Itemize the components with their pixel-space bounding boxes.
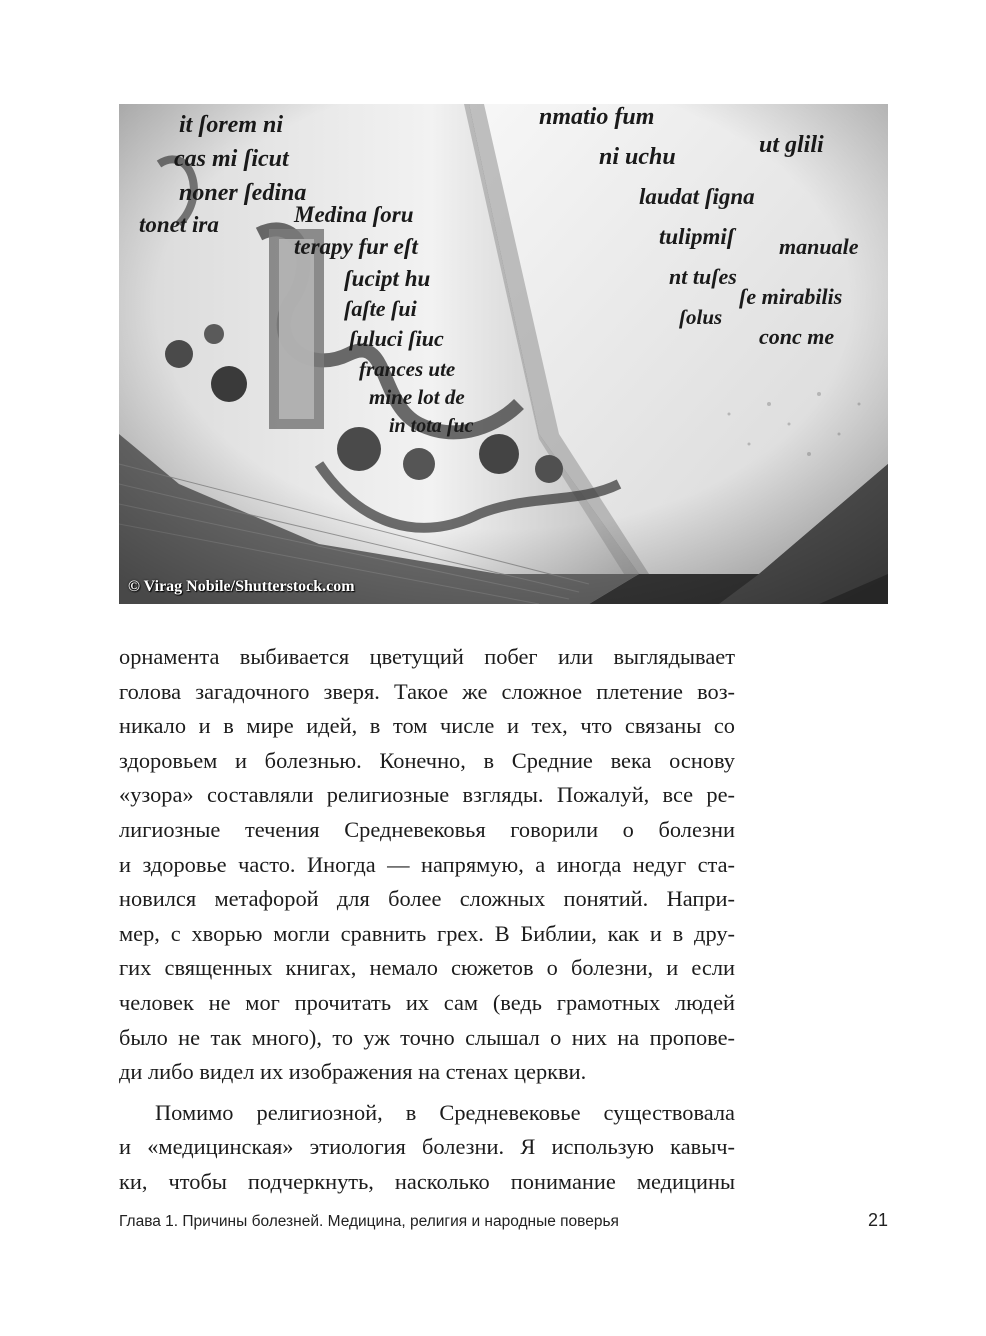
text-line: «узора» составляли религиозные взгляды. Пожалуй, все ре- [119, 782, 735, 808]
text-line: и «медицинская» этиология болезни. Я использую кавыч- [119, 1134, 735, 1160]
text-line: мер, с хворью могли сравнить грех. В Библии, как и в дру- [119, 920, 735, 946]
text-line: новился метафорой для более сложных понятий. Напри- [119, 886, 735, 912]
text-line: лигиозные течения Средневековья говорили о болезни [119, 816, 735, 842]
text-line: было не так много), то уж точно слышал о них на пропове- [119, 1024, 735, 1050]
text-line: здоровьем и болезнью. Конечно, в Средние века основу [119, 747, 735, 773]
manuscript-photo [119, 104, 888, 604]
text-line: ки, чтобы подчеркнуть, насколько понимание медицины [119, 1168, 735, 1194]
text-line: никало и в мире идей, в том числе и тех, что связаны со [119, 713, 735, 739]
text-line: орнамента выбивается цветущий побег или выглядывает [119, 644, 735, 669]
text-line: человек не мог прочитать их сам (ведь грамотных людей [119, 989, 735, 1015]
text-line: гих священных книгах, немало сюжетов о болезни, и если [119, 955, 735, 981]
chapter-title: Глава 1. Причины болезней. Медицина, религия и народные поверья [119, 1213, 619, 1230]
text-line: и здоровье часто. Иногда — напрямую, а иногда недуг ста- [119, 851, 735, 877]
page-number: 21 [867, 1210, 888, 1230]
body-text [119, 640, 735, 1200]
text-line: ди либо видел их изображения на стенах церкви. [119, 1059, 587, 1085]
photo-credit: © Virag Nobile/Shutterstock.com [128, 578, 355, 595]
text-line: голова загадочного зверя. Такое же сложное плетение воз- [119, 678, 735, 704]
text-line: Помимо религиозной, в Средневековье существовала [155, 1099, 735, 1125]
